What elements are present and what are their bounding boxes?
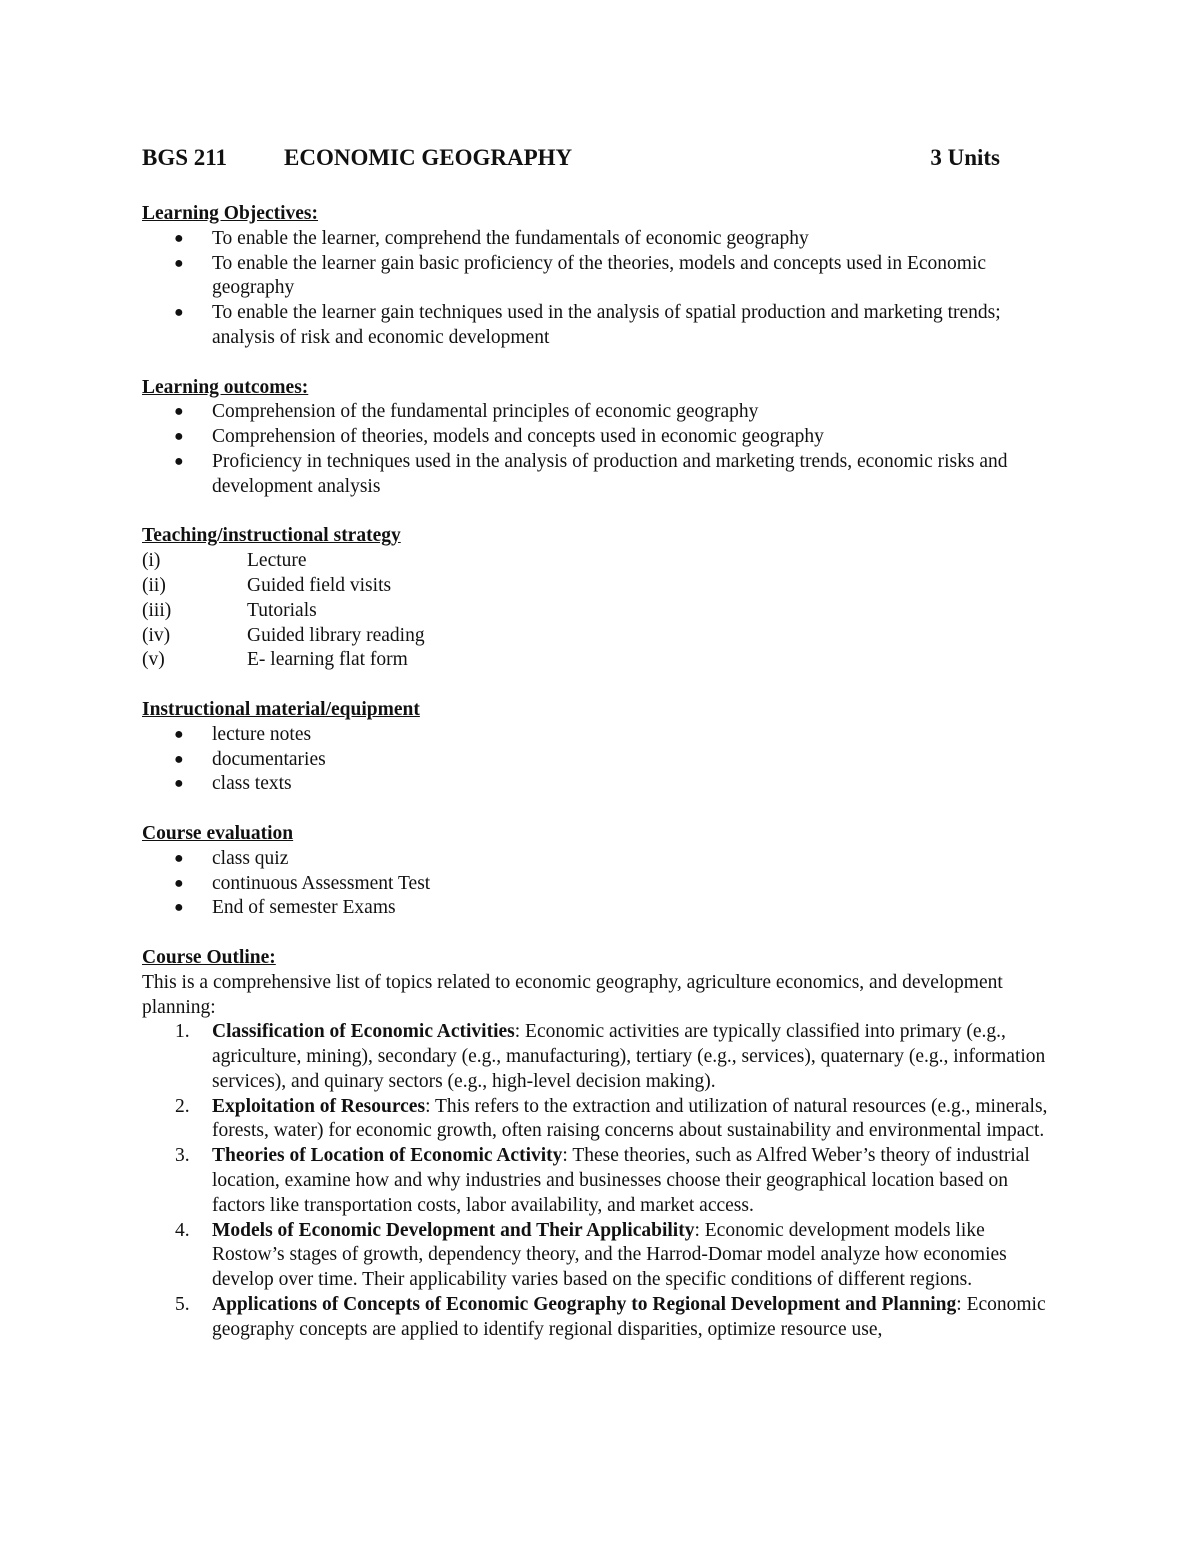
bullet-icon: ● — [174, 874, 184, 892]
learning-objectives-heading: Learning Objectives: — [142, 203, 319, 224]
course-evaluation-heading: Course evaluation — [142, 822, 294, 844]
list-item: (iv) Guided library reading — [142, 624, 425, 646]
list-item: ● Proficiency in techniques used in the analysis of production and marketing trends, economic risks and development analysis — [174, 450, 1008, 497]
bullet-icon: ● — [174, 254, 184, 272]
bullet-icon: ● — [174, 428, 184, 446]
bullet-icon: ● — [174, 403, 184, 421]
course-title-row — [142, 140, 1062, 180]
course-evaluation-list — [142, 847, 1062, 921]
course-code: BGS 211 — [142, 145, 228, 170]
bullet-icon: ● — [174, 304, 184, 322]
list-item: 1. Classification of Economic Activities: Economic activities are typically classified into primary (e.g., agriculture, mining), secondary (e.g., manufacturing), tertiary (e.g., services), quaternary (e.g., information services), and quinary sectors (e.g., high-level decision making). — [175, 1021, 1046, 1092]
course-outline-intro: This is a comprehensive list of topics related to economic geography, agriculture economics, and development planning: — [142, 971, 1003, 1018]
list-item: ● End of semester Exams — [142, 896, 1062, 921]
topic-title: Theories of Location of Economic Activity — [212, 1145, 563, 1167]
list-item: ● documentaries — [142, 748, 1062, 773]
topic-title: Exploitation of Resources — [212, 1095, 426, 1117]
learning-objectives-list — [142, 227, 1062, 351]
teaching-strategy-heading: Teaching/instructional strategy — [142, 525, 401, 547]
topic-title: Applications of Concepts of Economic Geography to Regional Development and Planning — [212, 1294, 957, 1316]
bullet-icon: ● — [174, 229, 184, 247]
list-item: (i) Lecture — [142, 550, 307, 572]
list-item: 4. Models of Economic Development and Their Applicability: Economic development models like Rostow’s stages of growth, dependency theory, and the Harrod-Domar model analyze how economies develop over time. Their applicability varies based on the specific conditions of different regions. — [175, 1219, 1007, 1291]
list-item: ● class quiz — [142, 847, 1062, 872]
list-item: ● Comprehension of theories, models and concepts used in economic geography — [142, 425, 1062, 450]
bullet-icon: ● — [174, 750, 184, 768]
bullet-icon: ● — [174, 452, 184, 470]
list-item: ● continuous Assessment Test — [142, 872, 1062, 897]
topic-title: Classification of Economic Activities — [212, 1021, 515, 1043]
list-item: ● To enable the learner gain techniques used in the analysis of spatial production and marketing trends; analysis of risk and economic development — [174, 302, 1001, 348]
list-item: (iii) Tutorials — [142, 599, 317, 621]
list-item: (ii) Guided field visits — [142, 574, 392, 596]
learning-outcomes-list — [142, 400, 1062, 499]
bullet-icon: ● — [174, 899, 184, 917]
instructional-material-list — [142, 723, 1062, 797]
list-item: ● lecture notes — [142, 723, 1062, 748]
course-units: 3 Units — [930, 145, 1000, 170]
teaching-strategy-list — [142, 549, 1062, 673]
list-item: 2. Exploitation of Resources: This refers to the extraction and utilization of natural resources (e.g., minerals, forests, water) for economic growth, often raising concerns about sustainability and environmental impact. — [175, 1095, 1048, 1142]
topic-title: Models of Economic Development and Their Applicability — [212, 1219, 695, 1241]
learning-outcomes-heading: Learning outcomes: — [142, 376, 309, 398]
instructional-material-heading: Instructional material/equipment — [142, 698, 420, 720]
list-item: 3. Theories of Location of Economic Activity: These theories, such as Alfred Weber’s theory of industrial location, examine how and why industries and businesses choose their geographical location based on factors like transportation costs, labor availability, and market access. — [175, 1145, 1030, 1216]
course-outline-heading: Course Outline: — [142, 946, 276, 968]
list-item: ● Comprehension of the fundamental principles of economic geography — [142, 400, 1062, 425]
document-page — [142, 140, 1062, 1343]
list-item: 5. Applications of Concepts of Economic Geography to Regional Development and Planning: Economic geography concepts are applied to identify regional disparities, optimize resource use, — [175, 1294, 1046, 1340]
list-item: ● class texts — [142, 772, 1062, 797]
course-name: ECONOMIC GEOGRAPHY — [284, 145, 573, 170]
bullet-icon: ● — [174, 775, 184, 793]
bullet-icon: ● — [174, 849, 184, 867]
list-item: (v) E- learning flat form — [142, 649, 408, 671]
bullet-icon: ● — [174, 725, 184, 743]
list-item: ● To enable the learner, comprehend the fundamentals of economic geography — [142, 227, 1062, 252]
course-outline-list — [142, 1020, 1062, 1342]
list-item: ● To enable the learner gain basic proficiency of the theories, models and concepts used in Economic geography — [174, 252, 987, 299]
